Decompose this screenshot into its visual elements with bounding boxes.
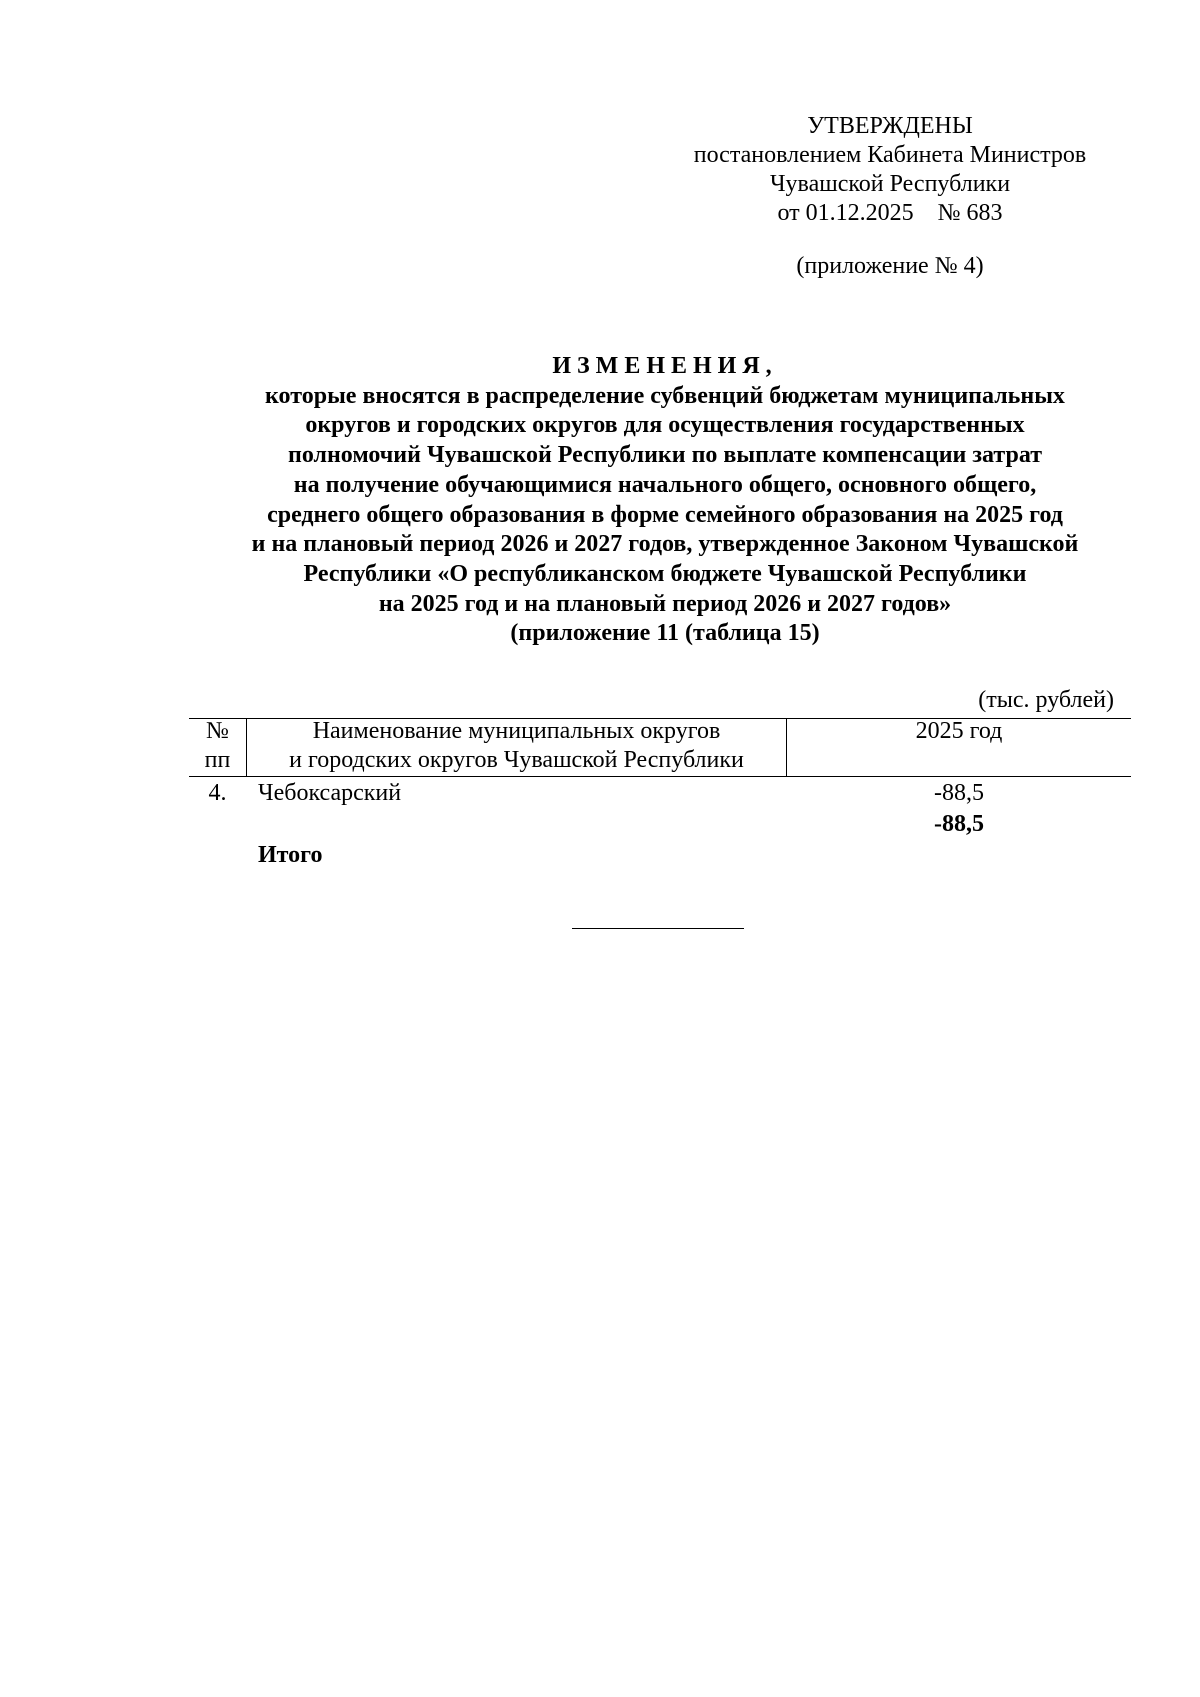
header-number-line2: пп [204, 747, 231, 773]
approval-date-number: от 01.12.2025 № 683 [777, 200, 1003, 226]
title-line: среднего общего образования в форме семейного образования на 2025 год [267, 501, 1063, 528]
header-name-line2: и городских округов Чувашской Республики [289, 747, 744, 773]
header-name-line1: Наименование муниципальных округов [312, 718, 721, 744]
approval-issuer: постановлением Кабинета Министров [693, 142, 1087, 168]
end-rule [572, 928, 744, 929]
appendix-label: (приложение № 4) [796, 253, 984, 279]
row-number: 4. [208, 780, 227, 806]
row-name: Чебоксарский [258, 780, 402, 806]
header-year: 2025 год [915, 718, 1003, 744]
header-number [189, 717, 246, 775]
title-line: на получение обучающимися начального общего, основного общего, [293, 471, 1037, 498]
title-line: и на плановый период 2026 и 2027 годов, утвержденное Законом Чувашской [251, 531, 1079, 558]
title-line: Республики «О республиканском бюджете Чувашской Республики [303, 560, 1027, 587]
row-value: -88,5 [934, 780, 984, 806]
approval-heading: УТВЕРЖДЕНЫ [807, 113, 973, 139]
title-line: которые вносятся в распределение субвенций бюджетам муниципальных [265, 382, 1065, 409]
title-line: полномочий Чувашской Республики по выплате компенсации затрат [288, 442, 1042, 469]
table-header-bottom-border [189, 776, 1131, 777]
units-label: (тыс. рублей) [978, 687, 1114, 713]
main-title: ИЗМЕНЕНИЯ, [552, 353, 778, 379]
approval-republic: Чувашской Республики [769, 171, 1011, 197]
document-title [160, 352, 1170, 649]
total-value: -88,5 [934, 811, 984, 837]
approval-stamp [660, 112, 1120, 281]
header-name [247, 717, 786, 775]
title-line: (приложение 11 (таблица 15) [510, 620, 820, 647]
header-number-line1: № [206, 718, 229, 744]
total-label: Итого [258, 842, 323, 868]
title-line: на 2025 год и на плановый период 2026 и 2027 годов» [378, 590, 952, 617]
title-line: округов и городских округов для осуществления государственных [305, 412, 1025, 439]
